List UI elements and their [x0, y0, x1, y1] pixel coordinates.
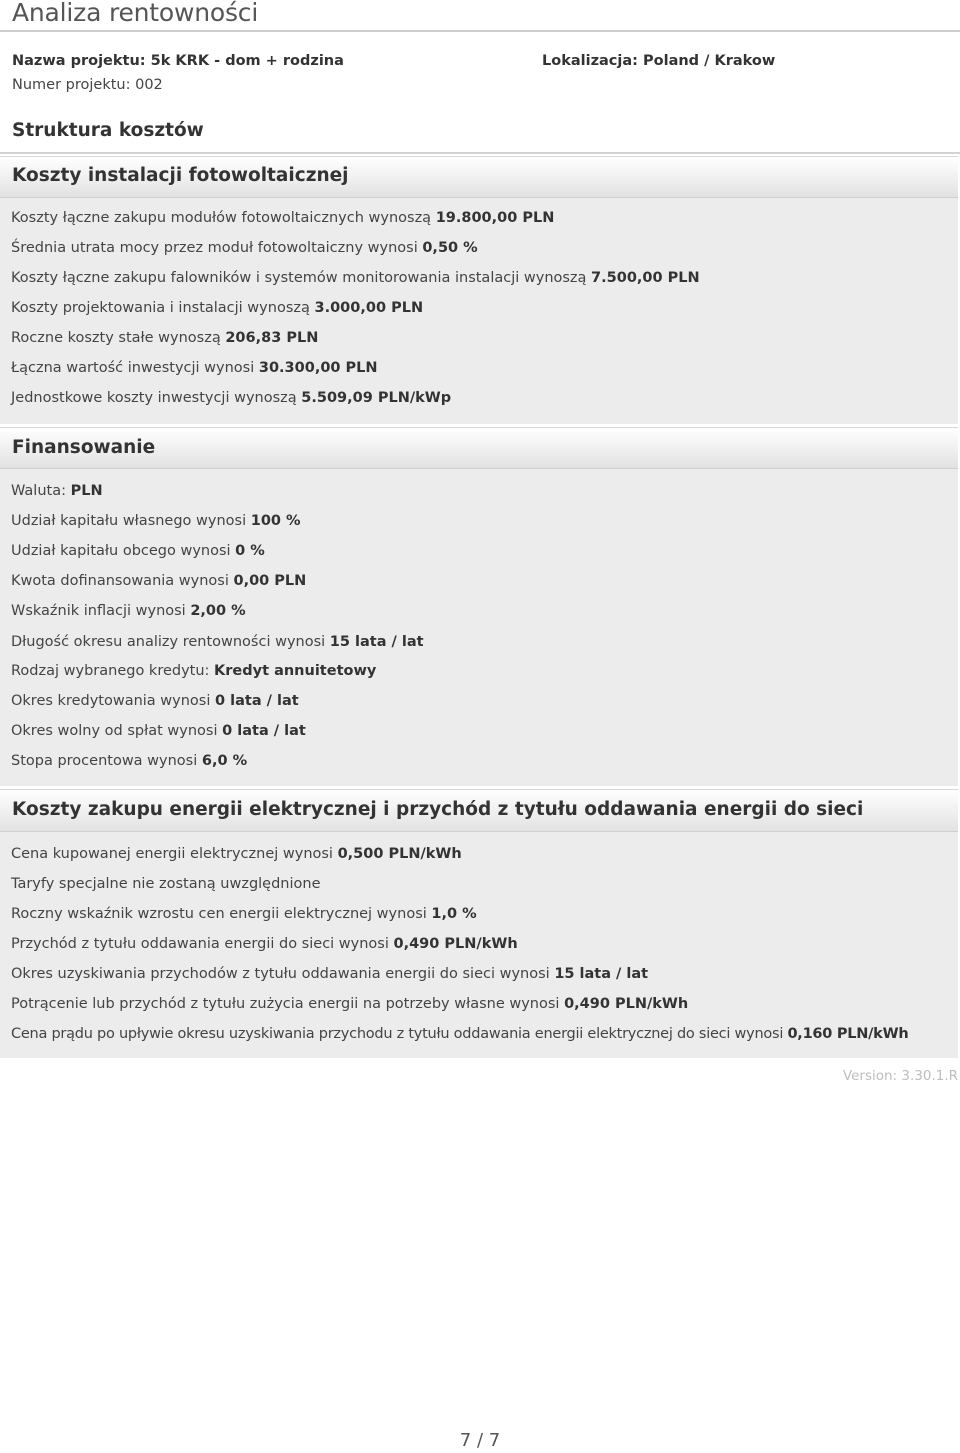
list-item: Wskaźnik inflacji wynosi 2,00 %: [11, 603, 246, 619]
list-item: Taryfy specjalne nie zostaną uwzględnione: [11, 876, 321, 892]
project-number-value: 002: [135, 77, 163, 93]
section-body-energy: [0, 832, 958, 1058]
list-item: Cena prądu po upływie okresu uzyskiwania przychodu z tytułu oddawania energii elektrycznej do sieci wynosi 0,160 PLN/kWh: [11, 1026, 909, 1042]
list-item: Udział kapitału obcego wynosi 0 %: [11, 543, 265, 559]
project-name: [12, 53, 344, 69]
list-item: Roczny wskaźnik wzrostu cen energii elektrycznej wynosi 1,0 %: [11, 906, 477, 922]
list-item: Okres uzyskiwania przychodów z tytułu oddawania energii do sieci wynosi 15 lata / lat: [11, 966, 649, 982]
project-number: [12, 77, 163, 93]
section-title: Koszty zakupu energii elektrycznej i przychód z tytułu oddawania energii do sieci: [12, 799, 864, 820]
list-item: Rodzaj wybranego kredytu: Kredyt annuitetowy: [11, 663, 377, 679]
list-item: Koszty projektowania i instalacji wynoszą 3.000,00 PLN: [11, 300, 424, 316]
list-item: Stopa procentowa wynosi 6,0 %: [11, 753, 248, 769]
list-item: Waluta: PLN: [11, 483, 103, 499]
project-location-value: Poland / Krakow: [643, 53, 776, 69]
section-header-energy: [0, 789, 958, 832]
section-title: Finansowanie: [12, 437, 156, 458]
project-location: [542, 53, 775, 69]
title-divider: [0, 30, 960, 32]
list-item: Okres kredytowania wynosi 0 lata / lat: [11, 693, 299, 709]
list-item: Długość okresu analizy rentowności wynosi 15 lata / lat: [11, 634, 424, 650]
list-item: Cena kupowanej energii elektrycznej wynosi 0,500 PLN/kWh: [11, 846, 462, 862]
list-item: Koszty łączne zakupu falowników i systemów monitorowania instalacji wynoszą 7.500,00 PLN: [11, 270, 700, 286]
section-body-pv-costs: [0, 198, 958, 424]
structure-title: Struktura kosztów: [12, 120, 204, 141]
version-label: Version: 3.30.1.R: [842, 1068, 958, 1084]
list-item: Okres wolny od spłat wynosi 0 lata / lat: [11, 723, 306, 739]
list-item: Potrącenie lub przychód z tytułu zużycia energii na potrzeby własne wynosi 0,490 PLN/kWh: [11, 996, 689, 1012]
section-title: Koszty instalacji fotowoltaicznej: [12, 165, 349, 186]
project-number-label: Numer projektu:: [12, 77, 131, 93]
list-item: Udział kapitału własnego wynosi 100 %: [11, 513, 301, 529]
list-item: Roczne koszty stałe wynoszą 206,83 PLN: [11, 330, 319, 346]
project-name-label: Nazwa projektu:: [12, 53, 146, 69]
list-item: Jednostkowe koszty inwestycji wynoszą 5.509,09 PLN/kWp: [11, 390, 452, 406]
list-item: Koszty łączne zakupu modułów fotowoltaicznych wynoszą 19.800,00 PLN: [11, 210, 555, 226]
list-item: Kwota dofinansowania wynosi 0,00 PLN: [11, 573, 307, 589]
section-body-financing: [0, 469, 958, 786]
page-title: Analiza rentowności: [12, 0, 259, 27]
list-item: Łączna wartość inwestycji wynosi 30.300,00 PLN: [11, 360, 378, 376]
list-item: Przychód z tytułu oddawania energii do sieci wynosi 0,490 PLN/kWh: [11, 936, 518, 952]
project-location-label: Lokalizacja:: [542, 53, 638, 69]
structure-divider: [0, 152, 960, 154]
list-item: Średnia utrata mocy przez moduł fotowoltaiczny wynosi 0,50 %: [11, 240, 478, 256]
project-name-value: 5k KRK - dom + rodzina: [150, 53, 344, 69]
section-header-financing: [0, 427, 958, 469]
section-header-pv-costs: [0, 156, 958, 198]
page-number: 7 / 7: [459, 1430, 501, 1451]
